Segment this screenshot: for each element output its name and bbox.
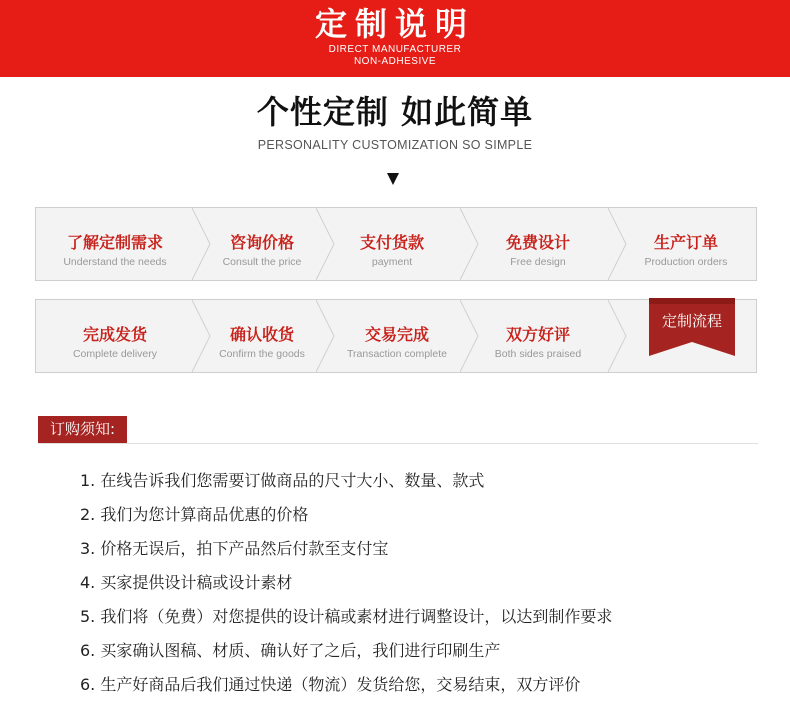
list-item: 2. 我们为您计算商品优惠的价格 [80, 505, 309, 524]
process-ribbon-label: 定制流程 [661, 312, 722, 330]
step-title: 交易完成 [364, 325, 429, 344]
list-item: 4. 买家提供设计稿或设计素材 [80, 573, 293, 592]
banner-title: 定制说明 [314, 5, 475, 43]
banner-subtitle-line2: NON-ADHESIVE [353, 56, 437, 67]
list-item: 6. 买家确认图稿、材质、确认好了之后，我们进行印刷生产 [80, 641, 501, 660]
step-title: 生产订单 [653, 233, 718, 252]
step-subtitle: Both sides praised [494, 348, 582, 360]
step-subtitle: Transaction complete [347, 348, 447, 360]
process-row-1 [35, 207, 757, 281]
step-title: 双方好评 [505, 325, 570, 344]
step-complete-delivery [36, 300, 194, 372]
chevron-right-icon [608, 300, 628, 372]
step-title: 免费设计 [505, 233, 570, 252]
chevron-right-icon [316, 300, 336, 372]
step-transaction-complete [334, 300, 460, 372]
down-arrow-icon [387, 173, 399, 185]
chevron-right-icon [316, 208, 336, 280]
step-title: 咨询价格 [229, 233, 294, 252]
step-subtitle: payment [371, 256, 413, 268]
step-subtitle: Production orders [644, 256, 728, 268]
step-subtitle: Confirm the goods [219, 348, 305, 360]
chevron-right-icon [460, 208, 480, 280]
step-free-design [478, 208, 598, 280]
step-consult-price [208, 208, 316, 280]
divider [38, 443, 758, 444]
step-production-orders [626, 208, 746, 280]
order-notice-label: 订购须知: [38, 416, 127, 443]
headline-subtitle: PERSONALITY CUSTOMIZATION SO SIMPLE [257, 138, 533, 152]
step-subtitle: Understand the needs [63, 256, 167, 268]
step-subtitle: Complete delivery [72, 348, 158, 360]
list-item: 5. 我们将（免费）对您提供的设计稿或素材进行调整设计，以达到制作要求 [80, 607, 613, 626]
chevron-right-icon [460, 300, 480, 372]
step-title: 确认收货 [229, 325, 294, 344]
list-item: 3. 价格无误后，拍下产品然后付款至支付宝 [80, 539, 389, 558]
step-title: 了解定制需求 [66, 233, 163, 252]
step-both-praised [478, 300, 598, 372]
list-item: 6. 生产好商品后我们通过快递（物流）发货给您，交易结束，双方评价 [80, 675, 581, 694]
step-understand-needs [36, 208, 194, 280]
banner-subtitle-line1: DIRECT MANUFACTURER [328, 44, 462, 55]
headline-title: 个性定制 如此简单 [256, 93, 534, 131]
step-subtitle: Consult the price [222, 256, 302, 268]
step-payment [334, 208, 450, 280]
step-confirm-goods [208, 300, 316, 372]
step-title: 完成发货 [82, 325, 147, 344]
top-banner [0, 0, 790, 77]
chevron-right-icon [608, 208, 628, 280]
list-item: 1. 在线告诉我们您需要订做商品的尺寸大小、数量、款式 [80, 471, 485, 490]
process-row-2 [35, 299, 757, 373]
step-subtitle: Free design [510, 256, 566, 268]
step-title: 支付货款 [359, 233, 424, 252]
